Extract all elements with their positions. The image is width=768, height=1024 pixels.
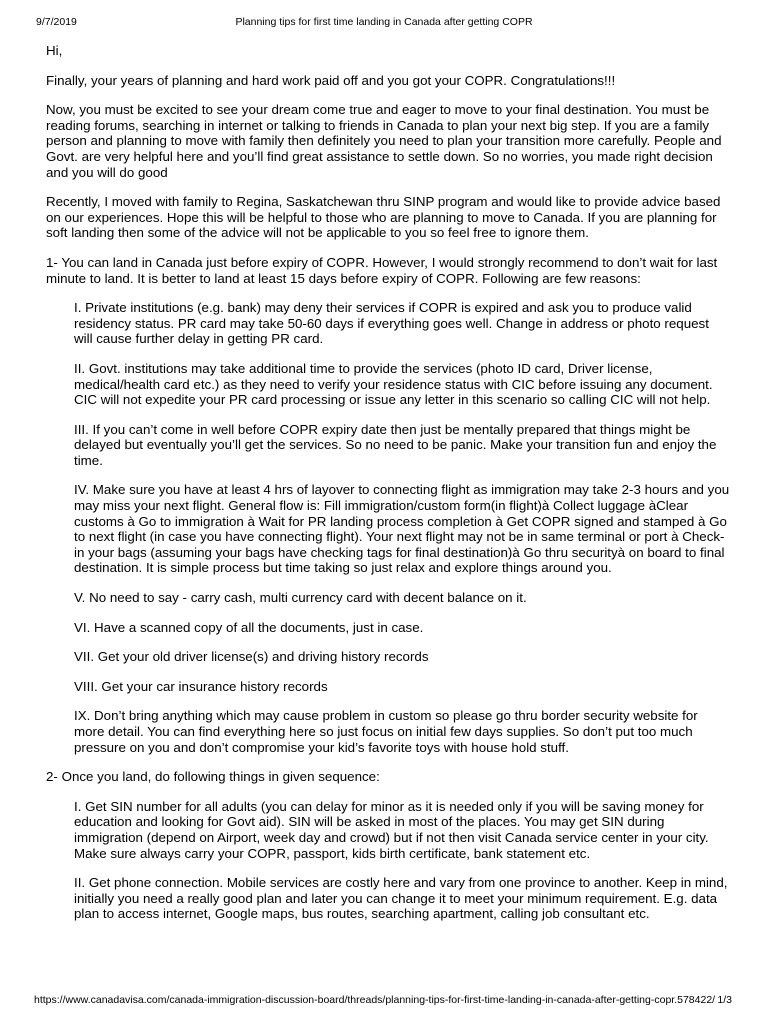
paragraph-background: Recently, I moved with family to Regina, Saskatchewan thru SINP program and would like to provide advice based on our experiences. Hope this will be helpful to those who are planning to move to Canada. If you are planning for soft landing then some of the advice will not be applicable to you so feel free to ignore them. — [46, 194, 721, 241]
list-item-reason-9: IX. Don’t bring anything which may cause problem in custom so please go thru border security website for more detail. You can find everything here so just focus on initial few days supplies. So don’t put too much pressure on you and don’t compromise your kid’s favorite toys with house hold stuff. — [74, 708, 698, 755]
document-title: Planning tips for first time landing in Canada after getting COPR — [235, 16, 533, 28]
paragraph-intro: Now, you must be excited to see your dream come true and eager to move to your final destination. You must be reading forums, searching in internet or talking to friends in Canada to plan your next big step. If you are a family person and planning to move with family then definitely you need to plan your transition more carefully. People and Govt. are very helpful here and you’ll find great assistance to settle down. So no worries, you made right decision and you will do good — [46, 102, 722, 180]
paragraph-congratulations: Finally, your years of planning and hard work paid off and you got your COPR. Congratulations!!! — [46, 72, 616, 88]
print-date: 9/7/2019 — [36, 16, 77, 28]
section-heading-after-landing: 2- Once you land, do following things in given sequence: — [46, 769, 380, 785]
list-item-reason-3: III. If you can’t come in well before COPR expiry date then just be mentally prepared that things might be delayed but eventually you’ll get the services. So no need to be panic. Make your transition fun and enjoy the time. — [74, 421, 717, 468]
section-heading-landing-timing: 1- You can land in Canada just before expiry of COPR. However, I would strongly recommend to don’t wait for last minute to land. It is better to land at least 15 days before expiry of COPR. Following are few reasons: — [46, 254, 718, 286]
list-item-reason-5: V. No need to say - carry cash, multi currency card with decent balance on it. — [74, 590, 527, 606]
article-body — [46, 43, 730, 936]
list-item-step-2: II. Get phone connection. Mobile services are costly here and vary from one province to another. Keep in mind, initially you need a really good plan and later you can change it to meet your minimum requirement. E.g. data plan to access internet, Google maps, bus routes, searching apartment, calling job consultant etc. — [74, 875, 728, 922]
list-item-reason-4: IV. Make sure you have at least 4 hrs of layover to connecting flight as immigration may take 2-3 hours and you may miss your next flight. General flow is: Fill immigration/custom form(in flight)à Collect luggage àClear customs à Go to immigration à Wait for PR landing process completion à Get COPR signed and stamped à Go to next flight (in case you have connecting flight). Your next flight may not be in same terminal or port à Check-in your bags (assuming your bags have checking tags for final destination)à Go thru securityà on board to final destination. It is simple process but time taking so just relax and explore things around you. — [74, 482, 730, 576]
page-footer — [0, 992, 768, 1008]
list-item-reason-7: VII. Get your old driver license(s) and driving history records — [74, 649, 429, 665]
page-number: 1/3 — [717, 994, 732, 1006]
paragraph-greeting: Hi, — [46, 43, 63, 58]
list-item-reason-2: II. Govt. institutions may take additional time to provide the services (photo ID card, Driver license, medical/health card etc.) as they need to verify your residence status with CIC before issuing any document. CIC will not expedite your PR card processing or issue any letter in this scenario so calling CIC will not help. — [74, 360, 713, 408]
page-header — [0, 14, 768, 30]
list-item-reason-6: VI. Have a scanned copy of all the documents, just in case. — [74, 619, 424, 635]
source-url: https://www.canadavisa.com/canada-immigration-discussion-board/threads/planning-tips-for-first-time-landing-in-canada-after-getting-copr.578422/ — [34, 994, 716, 1006]
list-item-reason-1: I. Private institutions (e.g. bank) may deny their services if COPR is expired and ask you to produce valid residency status. PR card may take 50-60 days if everything goes well. Change in address or photo request will cause further delay in getting PR card. — [74, 300, 709, 347]
list-item-reason-8: VIII. Get your car insurance history records — [74, 678, 328, 694]
list-item-step-1: I. Get SIN number for all adults (you can delay for minor as it is needed only if you will be saving money for education and looking for Govt aid). SIN will be asked in most of the places. You may get SIN during immigration (depend on Airport, week day and crowd) but if not then visit Canada service center in your city. Make sure always carry your COPR, passport, kids birth certificate, bank statement etc. — [74, 798, 709, 861]
